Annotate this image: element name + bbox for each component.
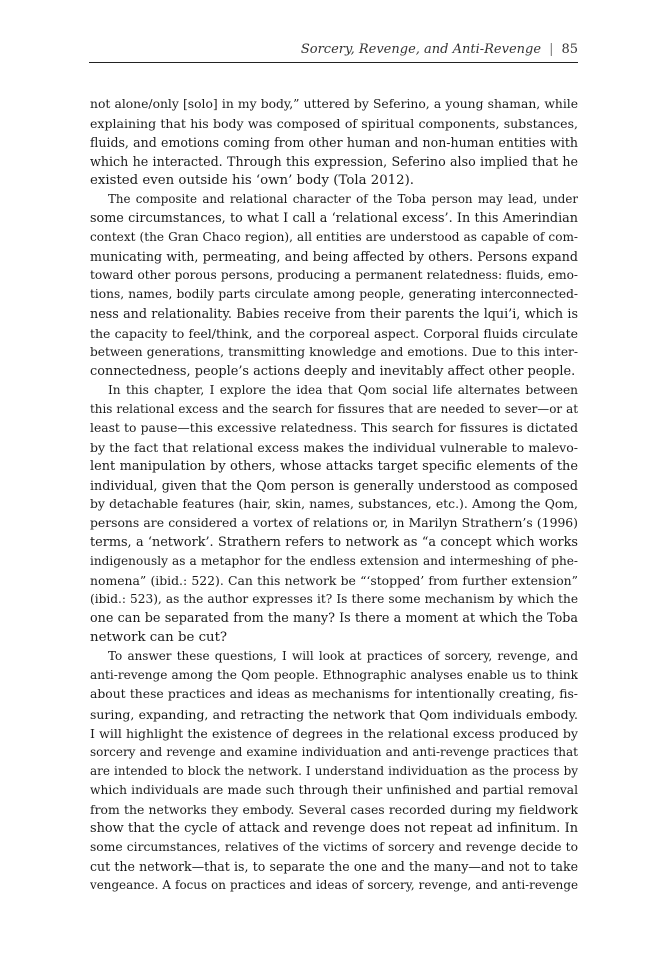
text-line: municating with, permeating, and being affected by others. Persons expand — [90, 249, 578, 265]
text-line: existed even outside his ‘own’ body (Tola 2012). — [90, 173, 414, 189]
text-line: persons are considered a vortex of relations or, in Marilyn Strathern’s (1996) — [90, 516, 578, 531]
text-line: connectedness, people’s actions deeply and inevitably affect other people. — [90, 363, 576, 379]
header-separator: | — [549, 42, 554, 57]
body-text — [90, 95, 578, 895]
text-line: vengeance. A focus on practices and ideas of sorcery, revenge, and anti-revenge — [90, 877, 578, 892]
text-line: some circumstances, to what I call a ‘relational excess’. In this Amerindian — [90, 211, 578, 227]
text-line: fluids, and emotions coming from other human and non-human entities with — [90, 135, 578, 151]
text-line: In this chapter, I explore the idea that Qom social life alternates between — [108, 382, 578, 397]
text-line: context (the Gran Chaco region), all entities are understood as capable of com- — [90, 230, 578, 245]
text-line: about these practices and ideas as mechanisms for intentionally creating, fis- — [90, 687, 578, 702]
text-line: from the networks they embody. Several cases recorded during my fieldwork — [90, 801, 578, 817]
text-line: by the fact that relational excess makes the individual vulnerable to malevo- — [90, 439, 578, 455]
text-line: I will highlight the existence of degrees in the relational excess produced by — [90, 725, 578, 741]
text-line: cut the network—that is, to separate the one and the many—and not to take — [90, 858, 578, 874]
text-line: explaining that his body was composed of spiritual components, substances, — [90, 116, 578, 132]
text-line: network can be cut? — [90, 630, 228, 646]
text-line: (ibid.: 523), as the author expresses it? Is there some mechanism by which the — [90, 592, 578, 607]
text-line: by detachable features (hair, skin, names, substances, etc.). Among the Qom, — [90, 496, 578, 511]
text-line: terms, a ‘network’. Strathern refers to network as “a concept which works — [90, 535, 578, 551]
page-number: 85 — [561, 42, 578, 57]
text-line: lent manipulation by others, whose attacks target specific elements of the — [90, 458, 578, 474]
text-line: are intended to block the network. I understand individuation as the process by — [90, 763, 578, 778]
text-line: anti-revenge among the Qom people. Ethnographic analyses enable us to think — [90, 668, 578, 683]
header-rule — [89, 62, 578, 63]
text-line: least to pause—this excessive relatedness. This search for fissures is dictated — [90, 420, 578, 435]
text-line: ness and relationality. Babies receive from their parents the lqui’i, which is — [90, 306, 578, 322]
text-line: To answer these questions, I will look at practices of sorcery, revenge, and — [108, 649, 578, 664]
text-line: not alone/only [solo] in my body,” uttered by Seferino, a young shaman, while — [90, 97, 578, 111]
text-line: sorcery and revenge and examine individuation and anti-revenge practices that — [90, 744, 578, 759]
text-line: the capacity to feel/think, and the corporeal aspect. Corporal fluids circulate — [90, 325, 578, 341]
running-title: Sorcery, Revenge, and Anti-Revenge — [300, 42, 542, 57]
text-line: tions, names, bodily parts circulate among people, generating interconnected- — [90, 287, 578, 302]
text-line: which individuals are made such through their unfinished and partial removal — [90, 782, 578, 797]
text-line: The composite and relational character of the Toba person may lead, under — [108, 192, 578, 207]
running-header — [89, 41, 578, 59]
text-line: which he interacted. Through this expression, Seferino also implied that he — [90, 154, 578, 170]
text-line: one can be separated from the many? Is there a moment at which the Toba — [90, 611, 578, 627]
text-line: between generations, transmitting knowledge and emotions. Due to this inter- — [90, 344, 578, 359]
text-line: indigenously as a metaphor for the endless extension and intermeshing of phe- — [90, 554, 578, 569]
text-line: individual, given that the Qom person is generally understood as composed — [90, 477, 578, 493]
text-line: toward other porous persons, producing a permanent relatedness: fluids, emo- — [90, 268, 578, 283]
text-line: suring, expanding, and retracting the network that Qom individuals embody. — [90, 706, 578, 722]
text-line: nomena” (ibid.: 522). Can this network be “‘stopped’ from further extension” — [90, 573, 578, 589]
text-line: some circumstances, relatives of the victims of sorcery and revenge decide to — [90, 839, 578, 854]
text-line: this relational excess and the search for fissures that are needed to sever—or at — [90, 401, 578, 416]
text-line: show that the cycle of attack and revenge does not repeat ad infinitum. In — [90, 820, 578, 836]
